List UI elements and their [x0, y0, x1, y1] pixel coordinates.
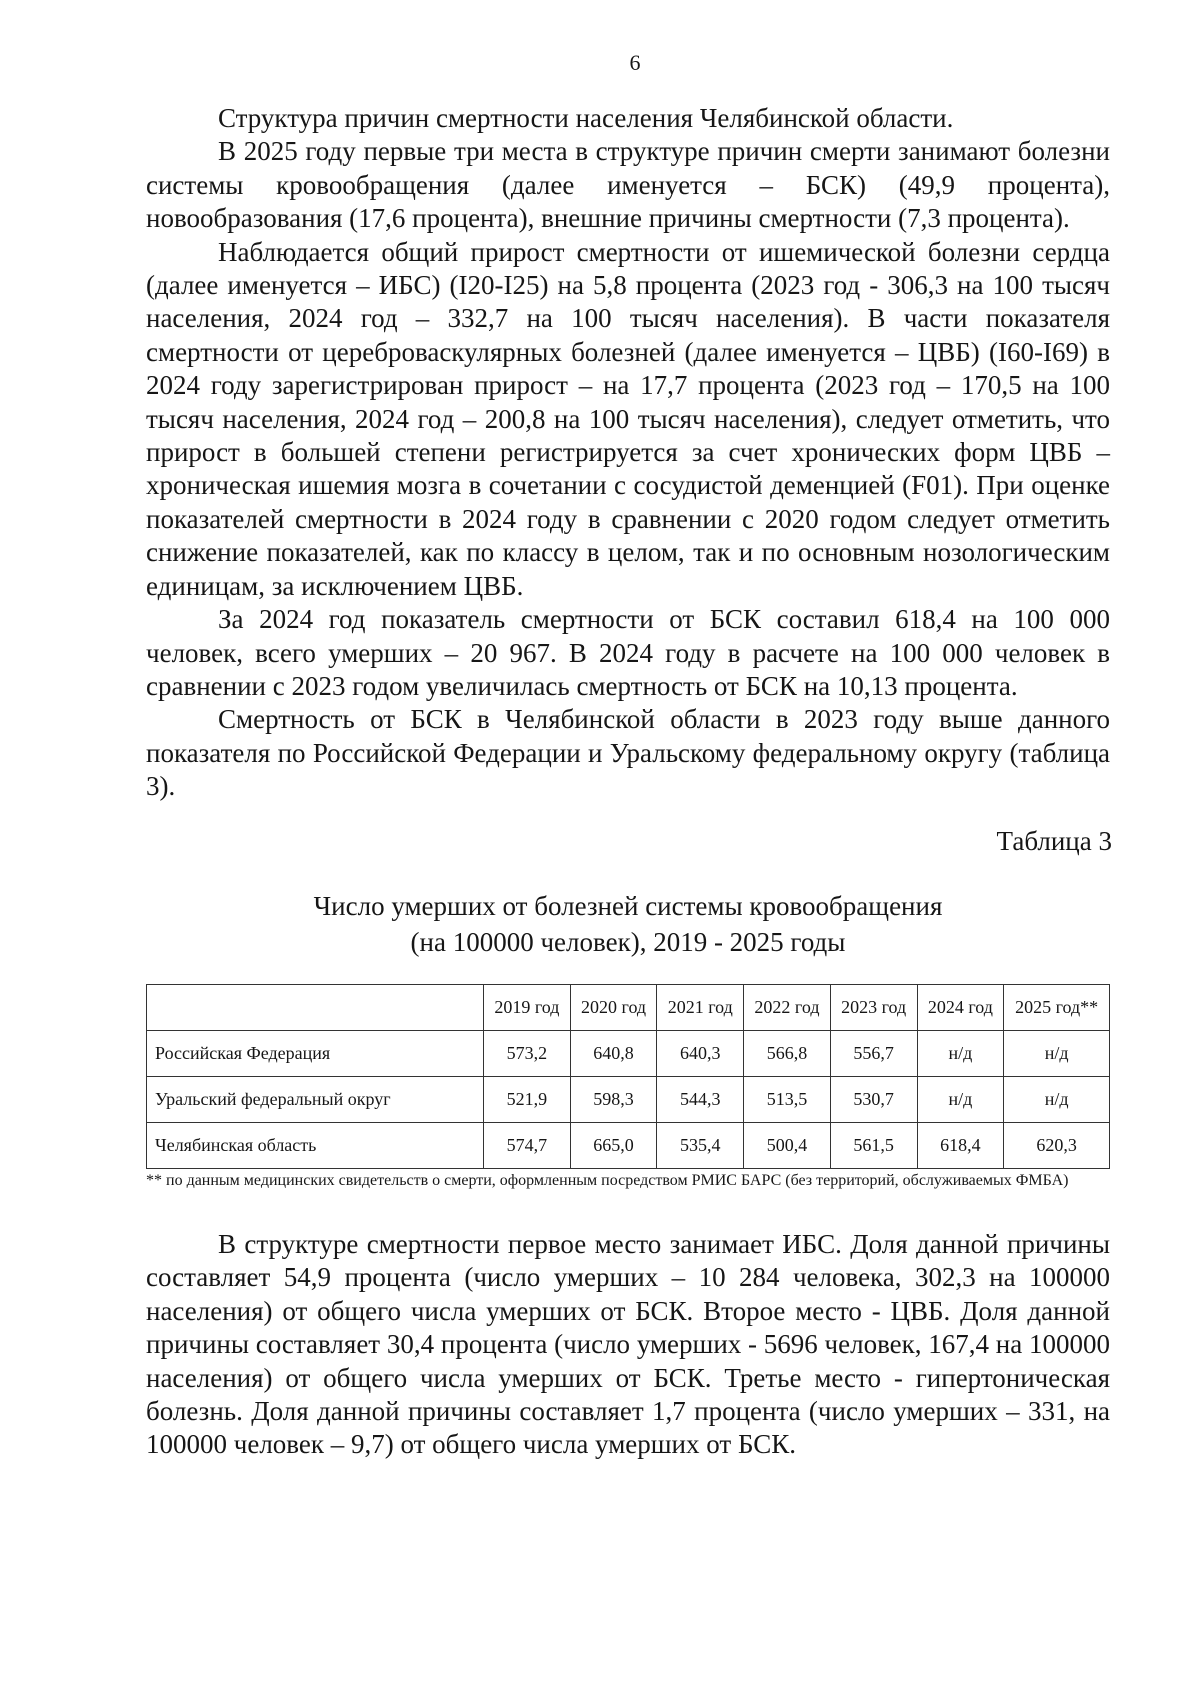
table-header-row [147, 985, 1110, 1031]
paragraph: В 2025 году первые три места в структуре причин смерти занимают болезни системы кровообращения (далее именуется – БСК) (49,9 процента), новообразования (17,6 процента), внешние причины смертности (7,3 процента). [146, 136, 1110, 234]
table-header-cell: 2020 год [570, 985, 657, 1031]
table-title-line: Число умерших от болезней системы кровообращения [313, 891, 943, 921]
table-header-cell: 2023 год [830, 985, 917, 1031]
table-header-cell: 2025 год** [1004, 985, 1110, 1031]
table-cell: 573,2 [484, 1031, 571, 1077]
paragraph: Наблюдается общий прирост смертности от ишемической болезни сердца (далее именуется – ИБС) (I20-I25) на 5,8 процента (2023 год - 306,3 на 100 тысяч населения, 2024 год – 332,7 на 100 тысяч населения). В части показателя смертности от цереброваскулярных болезней (далее именуется – ЦВБ) (I60-I69) в 2024 году зарегистрирован прирост – на 17,7 процента (2023 год – 170,5 на 100 тысяч населения, 2024 год – 200,8 на 100 тысяч населения), следует отметить, что прирост в большей степени регистрируется за счет хронических форм ЦВБ – хроническая ишемия мозга в сочетании с сосудистой деменцией (F01). При оценке показателей смертности в 2024 году в сравнении с 2020 годом следует отметить снижение показателей, как по классу в целом, так и по основным нозологическим единицам, за исключением ЦВБ. [146, 236, 1110, 601]
table-cell: 561,5 [830, 1123, 917, 1169]
conclusion-text [146, 1228, 1110, 1462]
row-label: Уральский федеральный округ [147, 1077, 484, 1123]
table-cell: 530,7 [830, 1077, 917, 1123]
table-cell: н/д [917, 1031, 1004, 1077]
table-cell: 556,7 [830, 1031, 917, 1077]
table-cell: 500,4 [744, 1123, 831, 1169]
paragraph: За 2024 год показатель смертности от БСК составил 618,4 на 100 000 человек, всего умерших – 20 967. В 2024 году в расчете на 100 000 человек в сравнении с 2023 годом увеличилась смертность от БСК на 10,13 процента. [146, 604, 1110, 701]
row-label: Российская Федерация [147, 1031, 484, 1077]
table-cell: 665,0 [570, 1123, 657, 1169]
table-header-cell: 2021 год [657, 985, 744, 1031]
intro-text [146, 102, 1110, 804]
table-cell: 640,8 [570, 1031, 657, 1077]
table-cell: 598,3 [570, 1077, 657, 1123]
table-cell: 620,3 [1004, 1123, 1110, 1169]
paragraph: В структуре смертности первое место занимает ИБС. Доля данной причины составляет 54,9 процента (число умерших – 10 284 человека, 302,3 на 100000 населения) от общего числа умерших от БСК. Второе место - ЦВБ. Доля данной причины составляет 30,4 процента (число умерших - 5696 человек, 167,4 на 100000 населения) от общего числа умерших от БСК. Третье место - гипертоническая болезнь. Доля данной причины составляет 1,7 процента (число умерших – 331, на 100000 человек – 9,7) от общего числа умерших от БСК. [146, 1229, 1110, 1460]
mortality-table [146, 984, 1110, 1169]
page-number: 6 [629, 50, 641, 75]
table-header-cell: 2019 год [484, 985, 571, 1031]
table-cell: 640,3 [657, 1031, 744, 1077]
table-header-cell [147, 985, 484, 1031]
table-cell: н/д [917, 1077, 1004, 1123]
table-header-cell: 2022 год [744, 985, 831, 1031]
table-cell: 618,4 [917, 1123, 1004, 1169]
table-cell: 544,3 [657, 1077, 744, 1123]
table-cell: н/д [1004, 1077, 1110, 1123]
table-label: Таблица 3 [996, 826, 1112, 856]
row-label: Челябинская область [147, 1123, 484, 1169]
table-row [147, 1077, 1110, 1123]
table-cell: н/д [1004, 1031, 1110, 1077]
table-cell: 574,7 [484, 1123, 571, 1169]
table-cell: 513,5 [744, 1077, 831, 1123]
table-cell: 535,4 [657, 1123, 744, 1169]
table-footnote: ** по данным медицинских свидетельств о смерти, оформленным посредством РМИС БАРС (без территорий, обслуживаемых ФМБА) [146, 1172, 1069, 1189]
table-title-line: (на 100000 человек), 2019 - 2025 годы [410, 927, 846, 957]
table-row [147, 1123, 1110, 1169]
table-cell: 566,8 [744, 1031, 831, 1077]
table-title [146, 888, 1110, 960]
paragraph-heading: Структура причин смертности населения Челябинской области. [218, 103, 954, 133]
paragraph: Смертность от БСК в Челябинской области в 2023 году выше данного показателя по Российской Федерации и Уральскому федеральному округу (таблица 3). [146, 704, 1110, 802]
table-row [147, 1031, 1110, 1077]
table-header-cell: 2024 год [917, 985, 1004, 1031]
table-cell: 521,9 [484, 1077, 571, 1123]
